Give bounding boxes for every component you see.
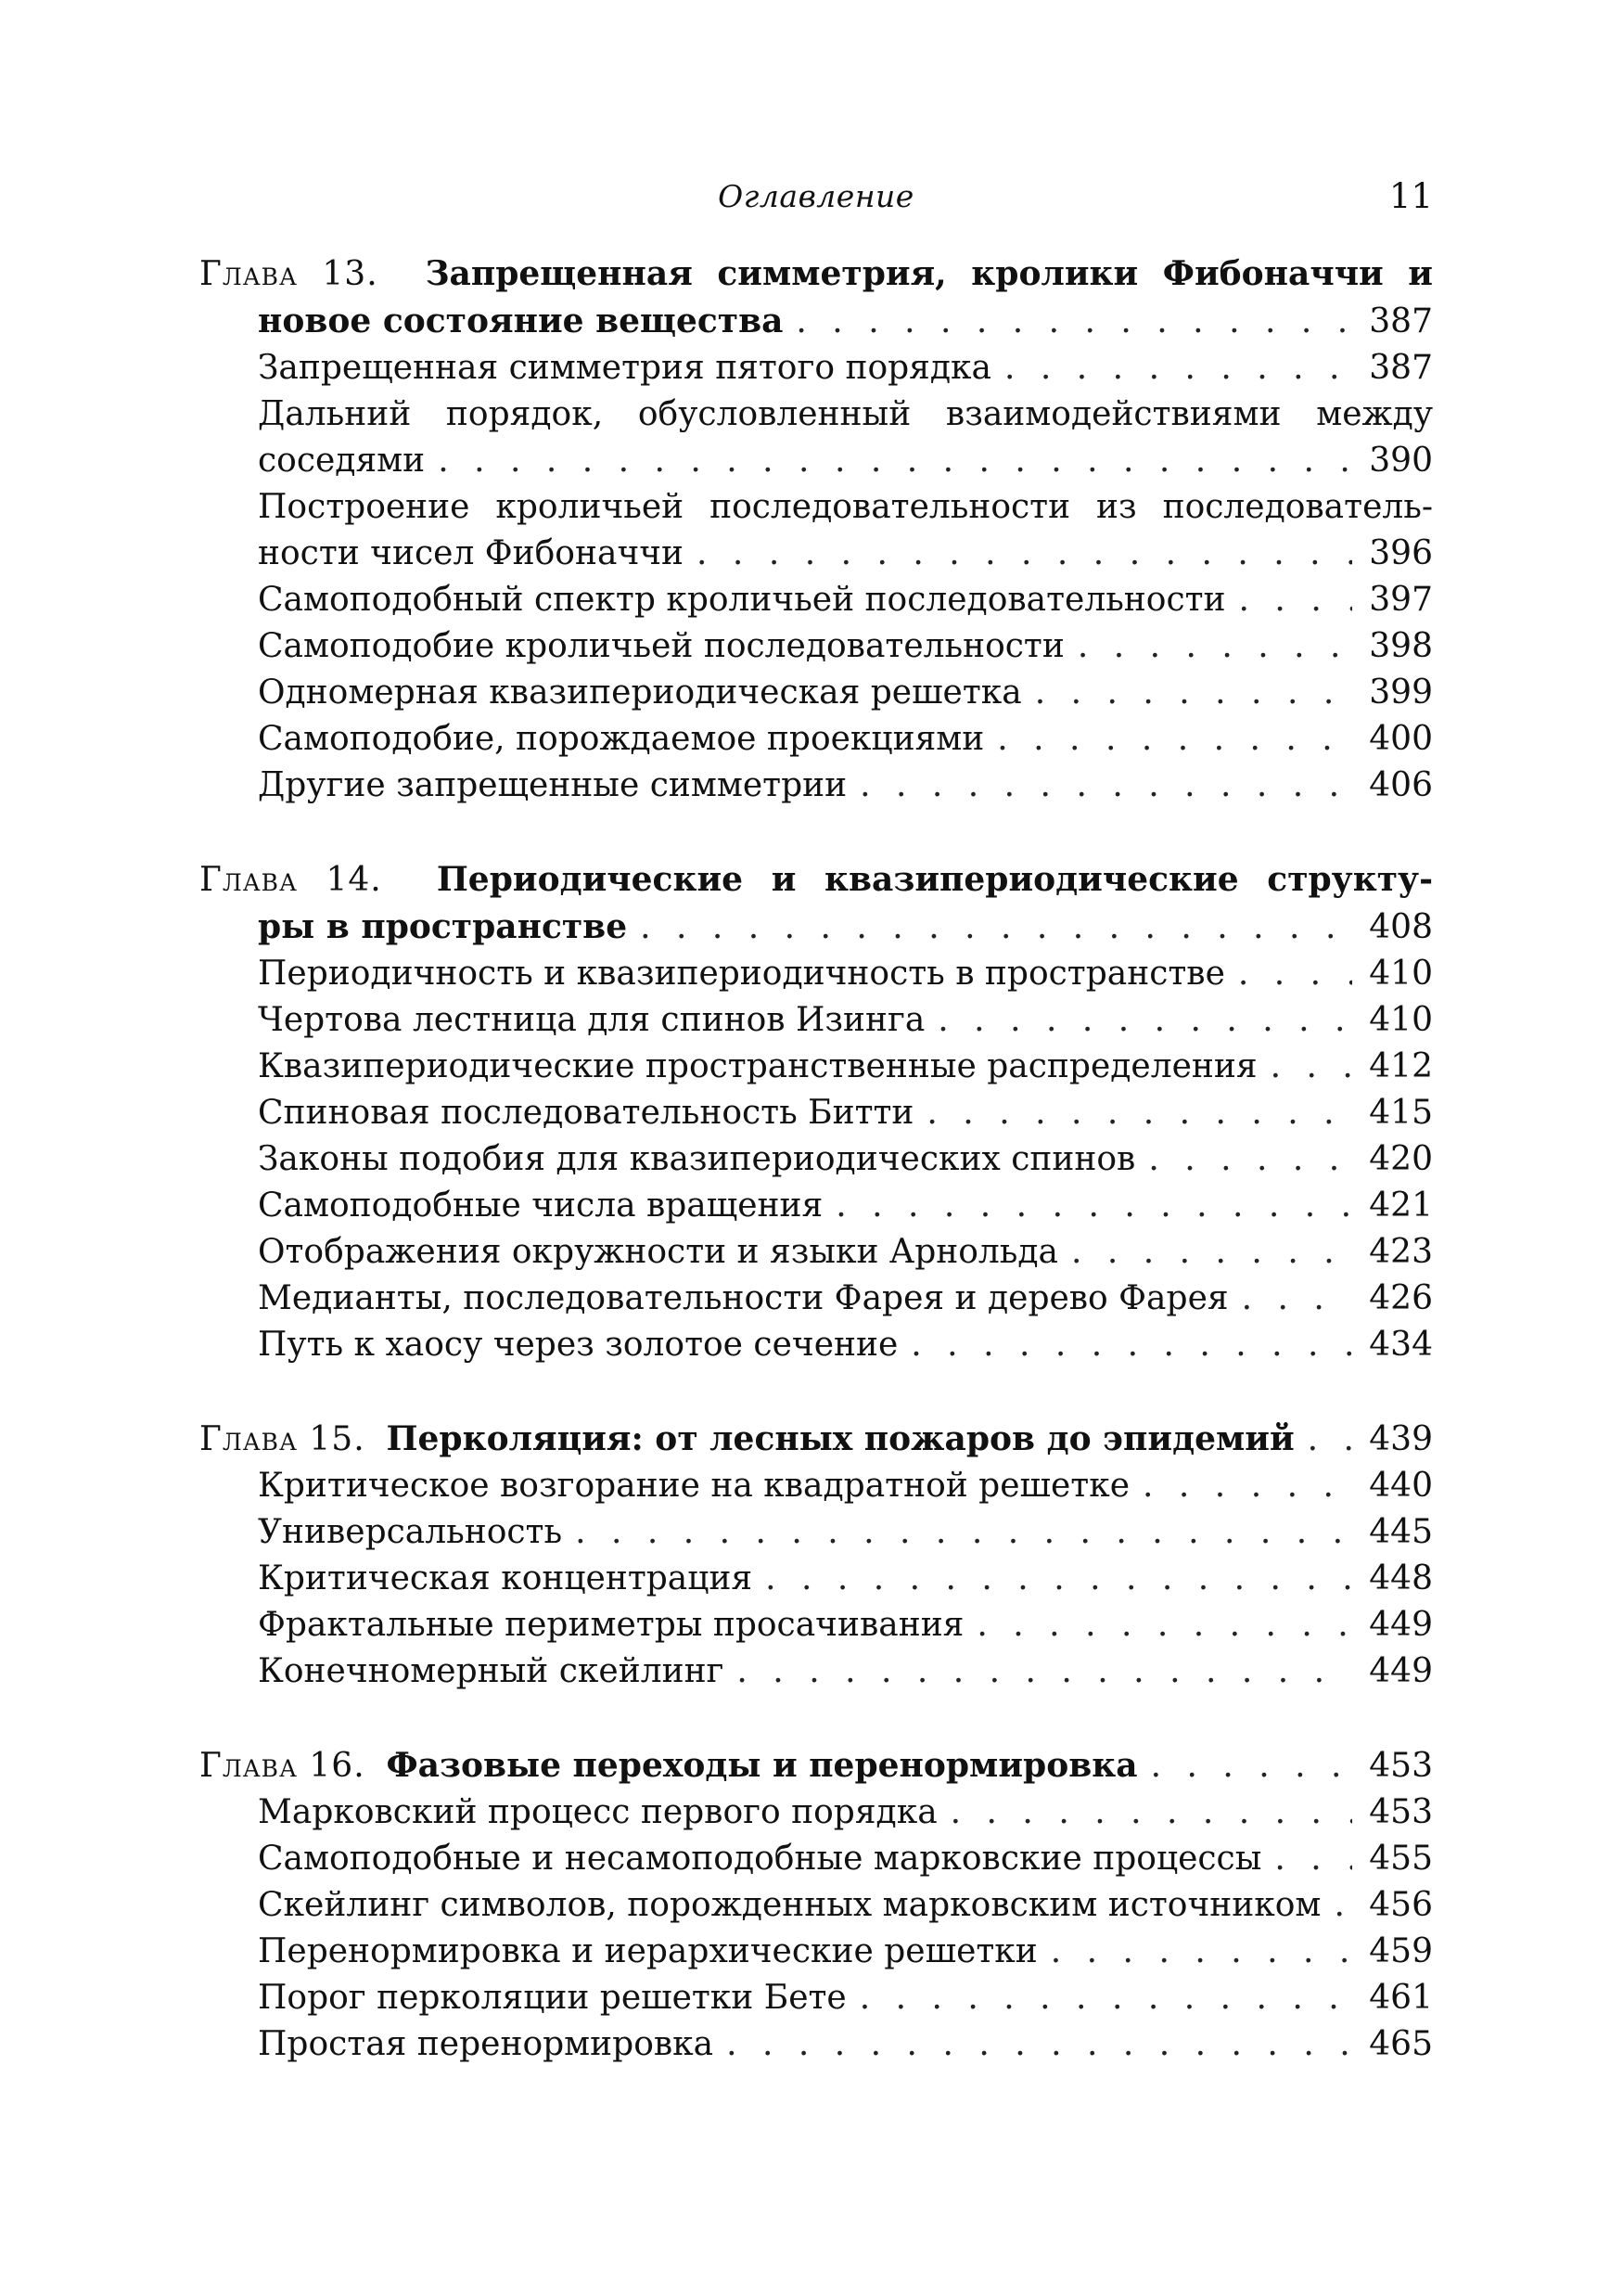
chapter-heading[interactable] <box>199 250 1433 345</box>
entry-title: Медианты, последовательности Фарея и дерево Фарея <box>258 1279 1229 1317</box>
entry-page: 448 <box>1369 1559 1433 1597</box>
toc-entry[interactable] <box>199 1509 1433 1556</box>
leader-dots <box>1242 1276 1353 1322</box>
chapter-14 <box>199 856 1433 1368</box>
chapter-heading[interactable] <box>199 1742 1433 1789</box>
toc-entry[interactable] <box>199 1044 1433 1090</box>
leader-dots <box>977 1602 1352 1648</box>
chapter-title-line1: Периодические и квазипериодические структу- <box>436 860 1434 899</box>
chapter-15 <box>199 1416 1433 1695</box>
entry-title: Одномерная квазипериодическая решетка <box>258 673 1022 712</box>
toc-entry[interactable] <box>199 1556 1433 1602</box>
toc-entry[interactable] <box>199 2021 1433 2068</box>
toc-entry[interactable] <box>199 1648 1433 1695</box>
toc-entry[interactable] <box>199 484 1433 577</box>
entry-page: 465 <box>1369 2025 1433 2063</box>
leader-dots <box>997 716 1352 763</box>
table-of-contents <box>199 250 1433 2115</box>
entry-page: 456 <box>1369 1886 1433 1924</box>
leader-dots <box>911 1322 1352 1368</box>
entry-title: Порог перколяции решетки Бете <box>258 1979 847 2017</box>
entry-page: 410 <box>1369 1001 1433 1039</box>
leader-dots <box>938 997 1352 1044</box>
entry-title-line2: ности чисел Фибоначчи <box>258 534 684 572</box>
leader-dots <box>927 1090 1352 1136</box>
toc-entry[interactable] <box>199 670 1433 716</box>
entry-title-line2: соседями <box>258 442 426 480</box>
running-head <box>199 174 1433 219</box>
chapter-title: Перколяция: от лесных пожаров до эпидемий <box>386 1419 1295 1458</box>
leader-dots <box>860 763 1352 809</box>
entry-title: Критическая концентрация <box>258 1559 753 1597</box>
toc-entry[interactable] <box>199 1136 1433 1183</box>
entry-title: Самоподобные и несамоподобные марковские процессы <box>258 1840 1262 1878</box>
chapter-title-line1: Запрещенная симметрия, кролики Фибоначчи и <box>425 254 1433 293</box>
leader-dots <box>1143 1463 1352 1509</box>
entry-page: 459 <box>1369 1932 1433 1970</box>
entry-title: Отображения окружности и языки Арнольда <box>258 1233 1058 1271</box>
leader-dots <box>951 1789 1353 1836</box>
leader-dots <box>836 1183 1352 1229</box>
entry-page: 399 <box>1369 673 1433 712</box>
chapter-title-line2: ры в пространстве <box>258 907 628 946</box>
entry-page: 390 <box>1369 442 1433 480</box>
toc-entry[interactable] <box>199 763 1433 809</box>
entry-page: 398 <box>1369 627 1433 665</box>
chapter-page: 439 <box>1369 1420 1433 1458</box>
chapter-lead: Глава 14. <box>199 861 382 899</box>
toc-entry[interactable] <box>199 1789 1433 1836</box>
toc-entry[interactable] <box>199 1929 1433 1975</box>
leader-dots <box>1238 951 1352 997</box>
entry-title: Спиновая последовательность Битти <box>258 1094 914 1132</box>
toc-entry[interactable] <box>199 1276 1433 1322</box>
chapter-16 <box>199 1742 1433 2068</box>
leader-dots <box>1035 670 1353 716</box>
entry-title: Марковский процесс первого порядка <box>258 1793 938 1831</box>
leader-dots <box>575 1509 1352 1556</box>
toc-entry[interactable] <box>199 1322 1433 1368</box>
entry-title-line1: Дальний порядок, обусловленный взаимодействиями между <box>258 395 1433 433</box>
entry-title: Скейлинг символов, порожденных марковским источником <box>258 1886 1322 1924</box>
toc-entry[interactable] <box>199 716 1433 763</box>
toc-entry[interactable] <box>199 951 1433 997</box>
running-title: Оглавление <box>718 178 914 214</box>
entry-page: 449 <box>1369 1606 1433 1644</box>
entry-title: Самоподобные числа вращения <box>258 1186 824 1225</box>
entry-title: Перенормировка и иерархические решетки <box>258 1932 1038 1970</box>
leader-dots <box>860 1975 1353 2021</box>
entry-page: 455 <box>1369 1840 1433 1878</box>
entry-page: 400 <box>1369 720 1433 758</box>
toc-entry[interactable] <box>199 1975 1433 2021</box>
toc-entry[interactable] <box>199 1090 1433 1136</box>
entry-title: Простая перенормировка <box>258 2025 714 2063</box>
entry-title-line1: Построение кроличьей последовательности из последователь- <box>258 488 1433 526</box>
leader-dots <box>726 2021 1352 2068</box>
entry-title: Самоподобный спектр кроличьей последовательности <box>258 581 1226 619</box>
entry-page: 387 <box>1369 349 1433 387</box>
leader-dots <box>1334 1882 1352 1929</box>
leader-dots <box>1239 577 1353 623</box>
entry-title: Другие запрещенные симметрии <box>258 766 848 804</box>
leader-dots <box>1004 345 1352 391</box>
entry-title: Чертова лестница для спинов Изинга <box>258 1001 926 1039</box>
entry-page: 426 <box>1369 1279 1433 1317</box>
leader-dots <box>1308 1417 1353 1463</box>
entry-page: 453 <box>1369 1793 1433 1831</box>
entry-page: 434 <box>1369 1326 1433 1364</box>
entry-title: Запрещенная симметрия пятого порядка <box>258 349 992 387</box>
chapter-lead: Глава 15. <box>199 1420 365 1458</box>
toc-entry[interactable] <box>199 623 1433 670</box>
entry-page: 412 <box>1369 1047 1433 1085</box>
chapter-13 <box>199 250 1433 809</box>
leader-dots <box>1151 1743 1353 1789</box>
entry-title: Периодичность и квазипериодичность в пространстве <box>258 955 1225 993</box>
leader-dots <box>1148 1136 1352 1183</box>
chapter-heading[interactable] <box>199 856 1433 951</box>
toc-entry[interactable] <box>199 1836 1433 1882</box>
entry-title: Самоподобие кроличьей последовательности <box>258 627 1065 665</box>
entry-title: Самоподобие, порождаемое проекциями <box>258 720 985 758</box>
chapter-lead: Глава 13. <box>199 255 378 293</box>
entry-page: 415 <box>1369 1094 1433 1132</box>
chapter-page: 387 <box>1369 302 1433 340</box>
toc-entry[interactable] <box>199 1882 1433 1929</box>
chapter-page: 408 <box>1369 908 1433 946</box>
chapter-title: Фазовые переходы и перенормировка <box>386 1746 1138 1785</box>
entry-page: 423 <box>1369 1233 1433 1271</box>
toc-entry[interactable] <box>199 577 1433 623</box>
entry-page: 410 <box>1369 955 1433 993</box>
entry-page: 396 <box>1369 534 1433 572</box>
toc-entry[interactable] <box>199 1463 1433 1509</box>
toc-entry[interactable] <box>199 1229 1433 1276</box>
leader-dots <box>1051 1929 1353 1975</box>
page-number: 11 <box>1388 176 1433 216</box>
leader-dots <box>696 531 1352 577</box>
leader-dots <box>1071 1229 1352 1276</box>
entry-page: 420 <box>1369 1140 1433 1178</box>
entry-title: Квазипериодические пространственные распределения <box>258 1047 1258 1085</box>
leader-dots <box>736 1648 1352 1695</box>
leader-dots <box>796 299 1352 345</box>
entry-page: 461 <box>1369 1979 1433 2017</box>
entry-title: Фрактальные периметры просачивания <box>258 1606 965 1644</box>
toc-entry[interactable] <box>199 391 1433 484</box>
entry-title: Конечномерный скейлинг <box>258 1652 724 1690</box>
entry-page: 440 <box>1369 1467 1433 1505</box>
entry-title: Критическое возгорание на квадратной решетке <box>258 1467 1131 1505</box>
entry-title: Путь к хаосу через золотое сечение <box>258 1326 899 1364</box>
toc-entry[interactable] <box>199 1183 1433 1229</box>
chapter-page: 453 <box>1369 1747 1433 1785</box>
leader-dots <box>640 904 1352 951</box>
chapter-title-line2: новое состояние вещества <box>258 301 784 340</box>
entry-page: 397 <box>1369 581 1433 619</box>
entry-page: 445 <box>1369 1513 1433 1551</box>
entry-title: Законы подобия для квазипериодических спинов <box>258 1140 1136 1178</box>
leader-dots <box>438 438 1352 484</box>
toc-entry[interactable] <box>199 997 1433 1044</box>
leader-dots <box>1078 623 1352 670</box>
entry-page: 421 <box>1369 1186 1433 1225</box>
entry-page: 449 <box>1369 1652 1433 1690</box>
leader-dots <box>765 1556 1352 1602</box>
chapter-heading[interactable] <box>199 1416 1433 1463</box>
entry-title: Универсальность <box>258 1513 563 1551</box>
toc-entry[interactable] <box>199 345 1433 391</box>
leader-dots <box>1274 1836 1352 1882</box>
chapter-lead: Глава 16. <box>199 1747 365 1785</box>
toc-entry[interactable] <box>199 1602 1433 1648</box>
leader-dots <box>1271 1044 1353 1090</box>
entry-page: 406 <box>1369 766 1433 804</box>
